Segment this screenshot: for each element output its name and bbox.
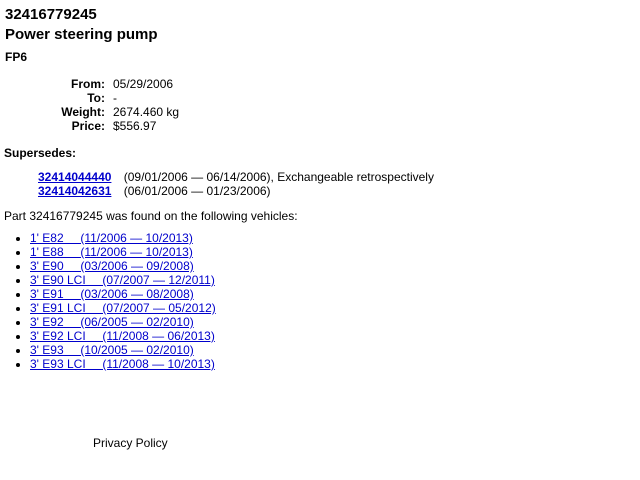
detail-row bbox=[0, 91, 179, 105]
supersedes-heading: Supersedes: bbox=[4, 146, 77, 160]
vehicle-list-item bbox=[30, 343, 216, 357]
superseded-part-link[interactable]: 32414042631 bbox=[38, 184, 112, 198]
detail-label: To: bbox=[87, 91, 105, 105]
vehicle-list-item bbox=[30, 357, 216, 371]
vehicle-link[interactable]: 3' E91 LCI (07/2007 — 05/2012) bbox=[30, 301, 216, 315]
supersedes-list bbox=[38, 170, 434, 198]
vehicle-link[interactable]: 3' E90 (03/2006 — 09/2008) bbox=[30, 259, 194, 273]
detail-value: 2674.460 kg bbox=[113, 105, 180, 119]
part-details-table bbox=[0, 77, 179, 133]
vehicle-list-item bbox=[30, 259, 216, 273]
vehicle-list-item bbox=[30, 245, 216, 259]
detail-label: Price: bbox=[71, 119, 105, 133]
supersedes-note: (06/01/2006 — 01/23/2006) bbox=[123, 184, 271, 198]
part-code: FP6 bbox=[5, 50, 28, 64]
vehicle-link[interactable]: 3' E91 (03/2006 — 08/2008) bbox=[30, 287, 194, 301]
privacy-policy-link[interactable]: Privacy Policy bbox=[93, 436, 168, 450]
vehicle-link[interactable]: 1' E88 (11/2006 — 10/2013) bbox=[30, 245, 193, 259]
detail-value: $556.97 bbox=[113, 119, 157, 133]
part-number-title: 32416779245 bbox=[5, 6, 97, 23]
vehicle-list-item bbox=[30, 287, 216, 301]
detail-row bbox=[0, 77, 179, 91]
vehicle-link[interactable]: 3' E93 LCI (11/2008 — 10/2013) bbox=[30, 357, 215, 371]
vehicle-link[interactable]: 3' E92 LCI (11/2008 — 06/2013) bbox=[30, 329, 215, 343]
detail-row bbox=[0, 105, 179, 119]
supersedes-row bbox=[38, 184, 434, 198]
vehicle-list-item bbox=[30, 329, 216, 343]
vehicle-link[interactable]: 1' E82 (11/2006 — 10/2013) bbox=[30, 231, 193, 245]
vehicle-link[interactable]: 3' E90 LCI (07/2007 — 12/2011) bbox=[30, 273, 215, 287]
supersedes-note: (09/01/2006 — 06/14/2006), Exchangeable retrospectively bbox=[123, 170, 434, 184]
vehicle-list-item bbox=[30, 231, 216, 245]
part-name-title: Power steering pump bbox=[5, 26, 158, 43]
vehicle-link[interactable]: 3' E92 (06/2005 — 02/2010) bbox=[30, 315, 194, 329]
vehicle-link[interactable]: 3' E93 (10/2005 — 02/2010) bbox=[30, 343, 194, 357]
found-on-intro: Part 32416779245 was found on the following vehicles: bbox=[4, 209, 298, 223]
vehicle-list-item bbox=[30, 301, 216, 315]
vehicle-list-item bbox=[30, 273, 216, 287]
superseded-part-link[interactable]: 32414044440 bbox=[38, 170, 112, 184]
detail-label: Weight: bbox=[61, 105, 105, 119]
detail-label: From: bbox=[71, 77, 105, 91]
detail-row bbox=[0, 119, 179, 133]
vehicle-list bbox=[0, 231, 216, 371]
supersedes-row bbox=[38, 170, 434, 184]
detail-value: 05/29/2006 bbox=[113, 77, 174, 91]
detail-value: - bbox=[113, 91, 117, 105]
vehicle-list-item bbox=[30, 315, 216, 329]
